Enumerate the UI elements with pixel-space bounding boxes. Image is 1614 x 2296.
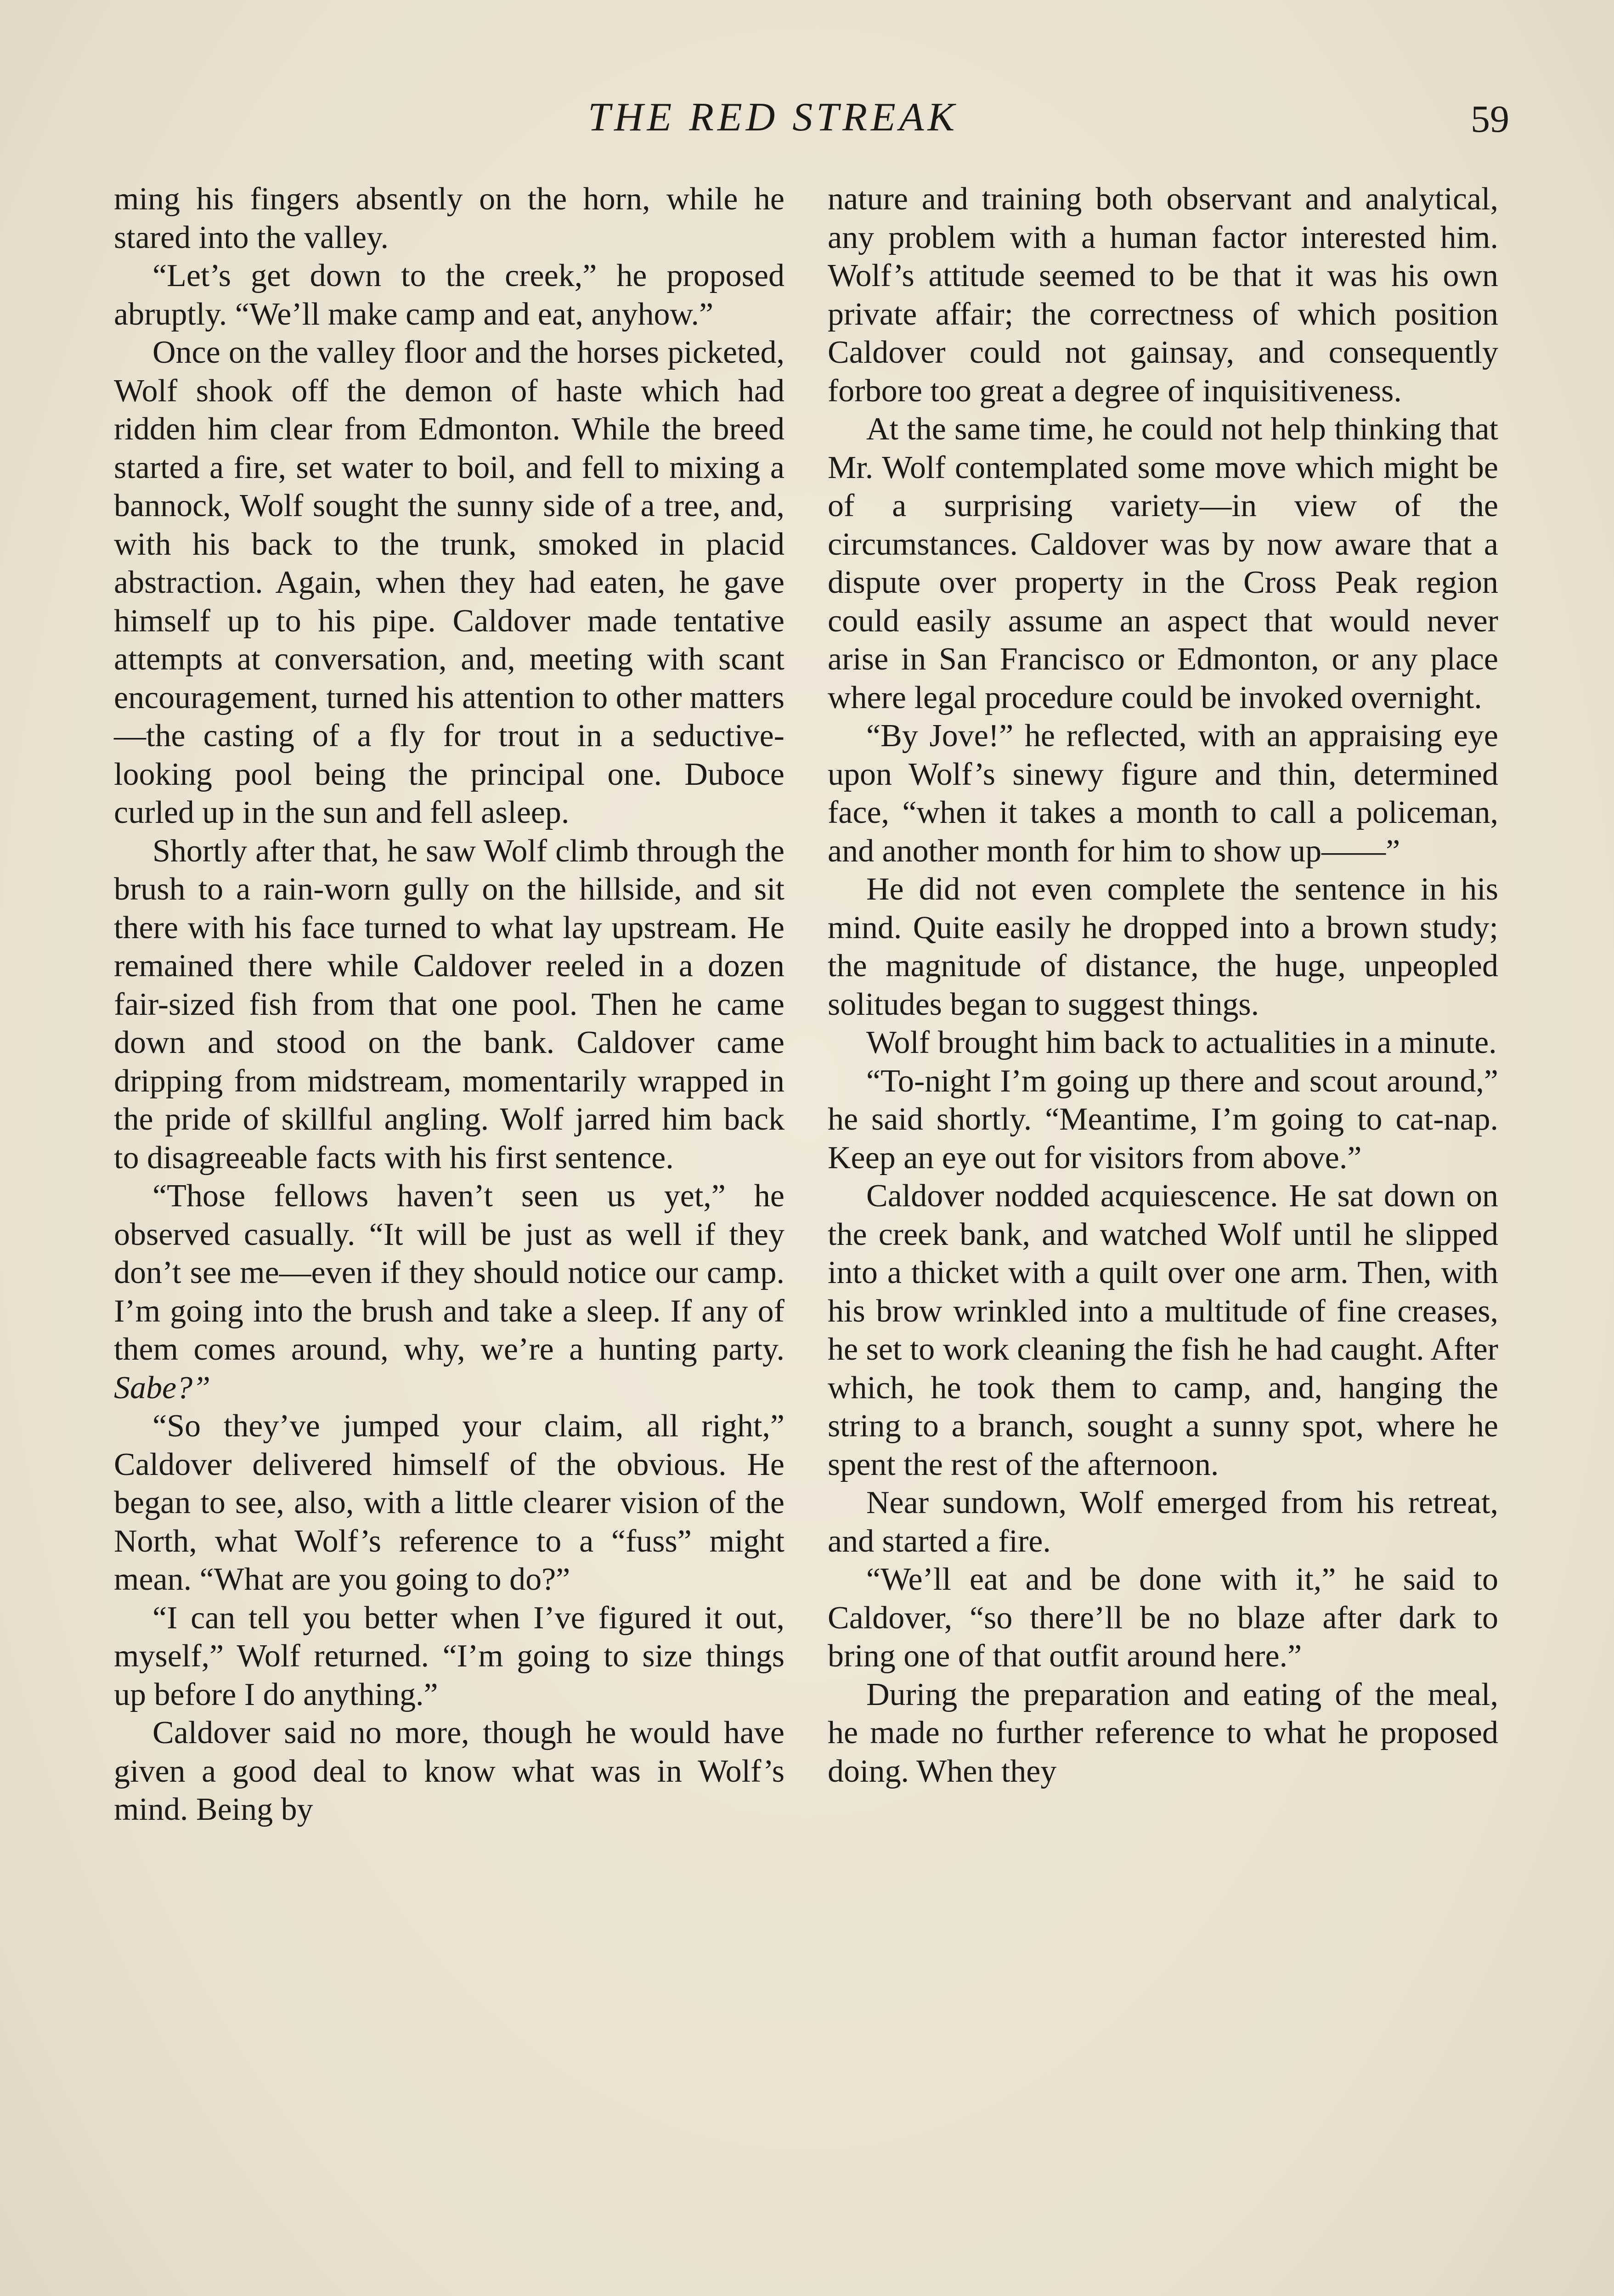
running-title: THE RED STREAK xyxy=(588,95,959,140)
paragraph: Shortly after that, he saw Wolf climb through the brush to a rain-worn gully on the hillside, and sit there with his face turned to what lay upstream. He remained there while Caldover reeled in a dozen fair-sized fish from that one pool. Then he came down and stood on the bank. Caldover came dripping from midstream, momentarily wrapped in the pride of skillful angling. Wolf jarred him back to disagreeable facts with his first sentence. xyxy=(114,833,784,1176)
paragraph: “To-night I’m going up there and scout around,” he said shortly. “Meantime, I’m going to cat-nap. Keep an eye out for visitors from above.” xyxy=(828,1063,1498,1176)
right-column xyxy=(828,180,1498,1790)
paragraph: Near sundown, Wolf emerged from his retreat, and started a fire. xyxy=(828,1485,1498,1559)
paragraph: Wolf brought him back to actualities in a minute. xyxy=(866,1025,1497,1060)
paragraph: nature and training both observant and analytical, any problem with a human factor interested him. Wolf’s attitude seemed to be that it was his own private affair; the correctness of which position Caldover could not gainsay, and consequently forbore too great a degree of inquisitiveness. xyxy=(828,181,1498,409)
paragraph: “So they’ve jumped your claim, all right,” Caldover delivered himself of the obvious. He began to see, also, with a little clearer vision of the North, what Wolf’s reference to a “fuss” might mean. “What are you going to do?” xyxy=(114,1408,784,1597)
paragraph: At the same time, he could not help thinking that Mr. Wolf contemplated some move which might be of a surprising variety—in view of the circumstances. Caldover was by now aware that a dispute over property in the Cross Peak region could easily assume an aspect that would never arise in San Francisco or Edmonton, or any place where legal procedure could be invoked overnight. xyxy=(828,411,1498,715)
page-number: 59 xyxy=(1471,98,1509,141)
paragraph: Once on the valley floor and the horses picketed, Wolf shook off the demon of haste which had ridden him clear from Edmonton. While the breed started a fire, set water to boil, and fell to mixing a bannock, Wolf sought the sunny side of a tree, and, with his back to the trunk, smoked in placid abstraction. Again, when they had eaten, he gave himself up to his pipe. Caldover made tentative attempts at conversation, and, meeting with scant encouragement, turned his attention to other matters—the casting of a fly for trout in a seductive-looking pool being the principal one. Duboce curled up in the sun and fell asleep. xyxy=(114,335,784,830)
paragraph: Caldover said no more, though he would have given a good deal to know what was in Wolf’s mind. Being by xyxy=(114,1715,784,1827)
paragraph: “I can tell you better when I’ve figured it out, myself,” Wolf returned. “I’m going to size things up before I do anything.” xyxy=(114,1600,784,1712)
paragraph: ming his fingers absently on the horn, while he stared into the valley. xyxy=(114,181,784,255)
paragraph: “We’ll eat and be done with it,” he said to Caldover, “so there’ll be no blaze after dark to bring one of that outfit around here.” xyxy=(828,1562,1498,1674)
running-head xyxy=(0,94,1614,149)
paragraph: “Let’s get down to the creek,” he proposed abruptly. “We’ll make camp and eat, anyhow.” xyxy=(114,258,784,332)
paragraph: “By Jove!” he reflected, with an appraising eye upon Wolf’s sinewy figure and thin, determined face, “when it takes a month to call a policeman, and another month for him to show up——” xyxy=(828,718,1498,869)
paragraph-text: “Those fellows haven’t seen us yet,” he observed casually. “It will be just as well if they don’t see me—even if they should notice our camp. I’m going into the brush and take a sleep. If any of them comes around, why, we’re a hunting party. xyxy=(114,1178,784,1367)
paragraph: He did not even complete the sentence in his mind. Quite easily he dropped into a brown study; the magnitude of distance, the huge, unpeopled solitudes began to suggest things. xyxy=(828,872,1498,1022)
paragraph xyxy=(114,1177,784,1407)
paragraph: During the preparation and eating of the meal, he made no further reference to what he proposed doing. When they xyxy=(828,1677,1498,1789)
paragraph: Caldover nodded acquiescence. He sat down on the creek bank, and watched Wolf until he slipped into a thicket with a quilt over one arm. Then, with his brow wrinkled into a multitude of fine creases, he set to work cleaning the fish he had caught. After which, he took them to camp, and, hanging the string to a branch, sought a sunny spot, where he spent the rest of the afternoon. xyxy=(828,1178,1498,1482)
italic-word: Sabe?” xyxy=(114,1370,210,1406)
left-column xyxy=(114,180,784,1829)
